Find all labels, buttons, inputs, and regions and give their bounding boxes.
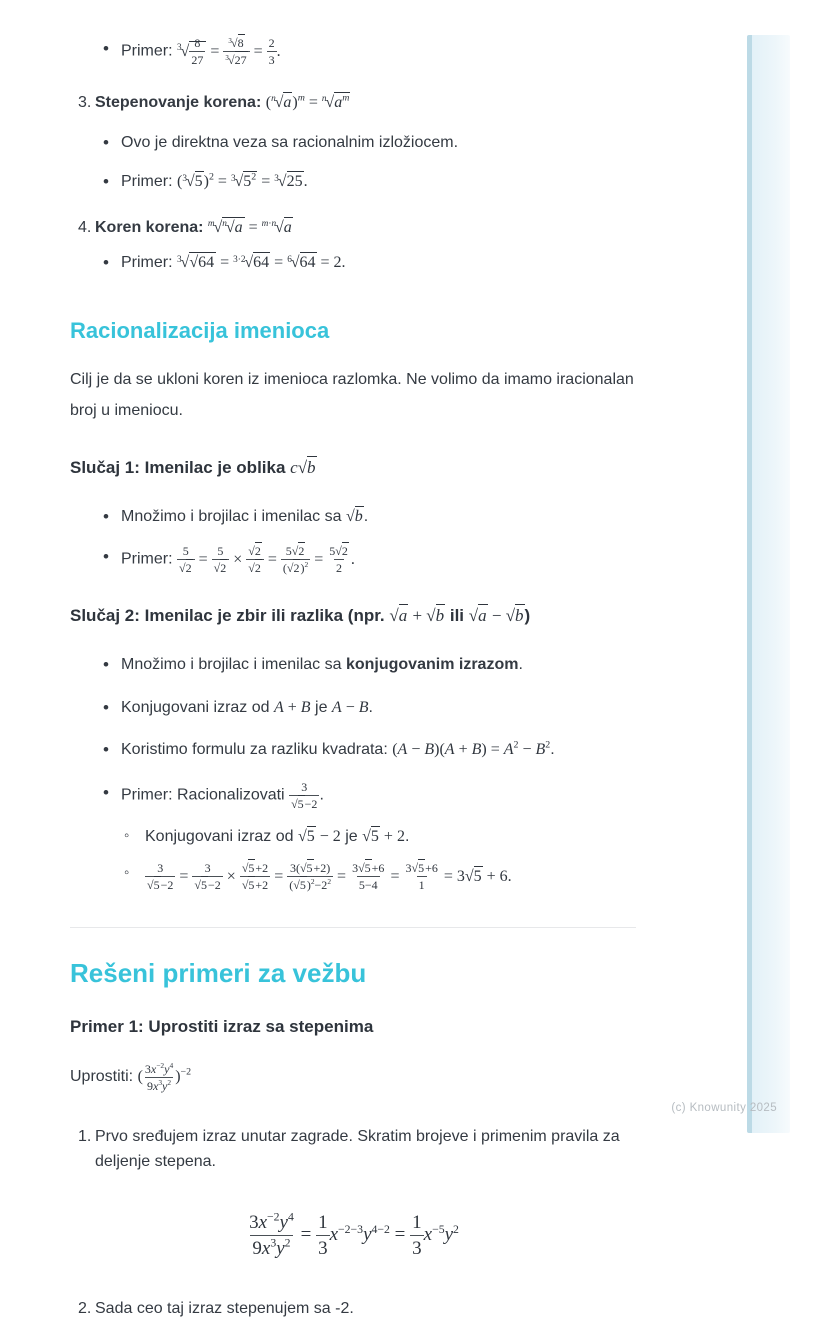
case2-sub-bullets — [121, 824, 636, 894]
item-formula: $(^n√a)^m = ^n√a^m$ — [265, 92, 350, 111]
list-item: • Ovo je direktna veza sa racionalnim izložiocem. — [70, 130, 636, 156]
section-heading-racionalizacija: Racionalizacija imenioca — [70, 317, 330, 343]
numbered-item-3 — [78, 90, 636, 116]
step-text: Prvo sređujem izraz unutar zagrade. Skratim brojeve i primenim pravila za deljenje stepena. — [95, 1127, 620, 1171]
list-item: • Konjugovani izraz od A + B je A − B. — [70, 695, 636, 721]
list-item: • Primer: $^3$√√64 = $^{3\cdot 2}$√64 = $^6$√64 = 2. — [70, 250, 636, 276]
primer1-title: Primer 1: Uprostiti izraz sa stepenima — [70, 1017, 374, 1037]
list-item: • Primer: $^3$√ $\frac{8}{27}$ = $\frac{^3√8}{^3√27}$ = $\frac{2}{3}$ . — [70, 36, 636, 68]
item-title: Stepenovanje korena: — [95, 94, 262, 111]
numbered-item-4 — [78, 215, 636, 241]
item3-bullets — [70, 130, 636, 195]
list-item: • Množimo i brojilac i imenilac sa √b. — [70, 504, 636, 530]
list-item — [70, 780, 636, 894]
case2-bullets — [70, 652, 636, 893]
item-title: Koren korena: — [95, 218, 204, 236]
sub-list-item: ◦ $\frac{3}{√5-2}$ = $\frac{3}{√5-2}$ × $\frac{√5+2}{√5+2}$ = $\frac{3(√5+2)}{(√5)^2-2^2}$ = $\frac{3√5+6}{5-4}$ = $\frac{3√5+6}{1}$ = 3√5 + 6. — [121, 861, 636, 893]
step-number: 1. — [78, 1127, 92, 1145]
uprostiti-line: Uprostiti: ( $\frac{3x^{-2}y^4}{9x^3y^2}$ )$^{-2}$ — [70, 1060, 192, 1093]
section-divider — [70, 927, 636, 928]
item-formula: $^m$√$^n$√a = $^{m\cdot n}$√a — [207, 218, 292, 236]
step-1 — [78, 1124, 636, 1175]
item4-bullets — [70, 250, 636, 276]
item-number: 3. — [78, 94, 92, 111]
display-equation: $\frac{3x^{-2}y^4}{9x^3y^2}$ = $\frac{1}{3}$ $x^{-2-3}y^{4-2}$ = $\frac{1}{3}$ $x^{-5}y^2$ — [249, 1210, 459, 1259]
step-2 — [78, 1296, 636, 1322]
sub-list-item: ◦ Konjugovani izraz od √5 − 2 je √5 + 2. — [121, 824, 636, 850]
case2-title: Slučaj 2: Imenilac je zbir ili razlika (npr. √a + √b ili √a − √b) — [70, 605, 531, 625]
list-item: • Množimo i brojilac i imenilac sa konjugovanim izrazom. — [70, 652, 636, 678]
section-heading-reseni-primeri: Rešeni primeri za vežbu — [70, 958, 367, 989]
list-item: • Koristimo formulu za razliku kvadrata: $(A - B)(A + B) = A^2 - B^2$. — [70, 737, 636, 763]
section-intro: Cilj je da se ukloni koren iz imenioca razlomka. Ne volimo da imamo iracionalan broj u imeniocu. — [70, 370, 634, 420]
case1-bullets — [70, 504, 636, 576]
example-list — [70, 36, 636, 68]
case1-title: Slučaj 1: Imenilac je oblika c√b — [70, 458, 316, 478]
copyright-notice: (c) Knowunity 2025 — [671, 1102, 777, 1114]
list-item-text: Primer: Racionalizovati $\frac{3}{√5-2}$ . — [121, 779, 324, 811]
item-number: 4. — [78, 218, 92, 236]
list-item: • Primer: $\frac{5}{√2}$ = $\frac{5}{√2}$ × $\frac{√2}{√2}$ = $\frac{5√2}{(√2)^2}$ = $\frac{5√2}{2}$ . — [70, 544, 636, 576]
scroll-indicator-bar[interactable] — [747, 35, 790, 1133]
step-number: 2. — [78, 1300, 92, 1318]
step-text: Sada ceo taj izraz stepenujem sa -2. — [95, 1300, 354, 1318]
list-item: • Primer: $(^3√5)^2 = ^3√5^2 = ^3√25$. — [70, 169, 636, 195]
